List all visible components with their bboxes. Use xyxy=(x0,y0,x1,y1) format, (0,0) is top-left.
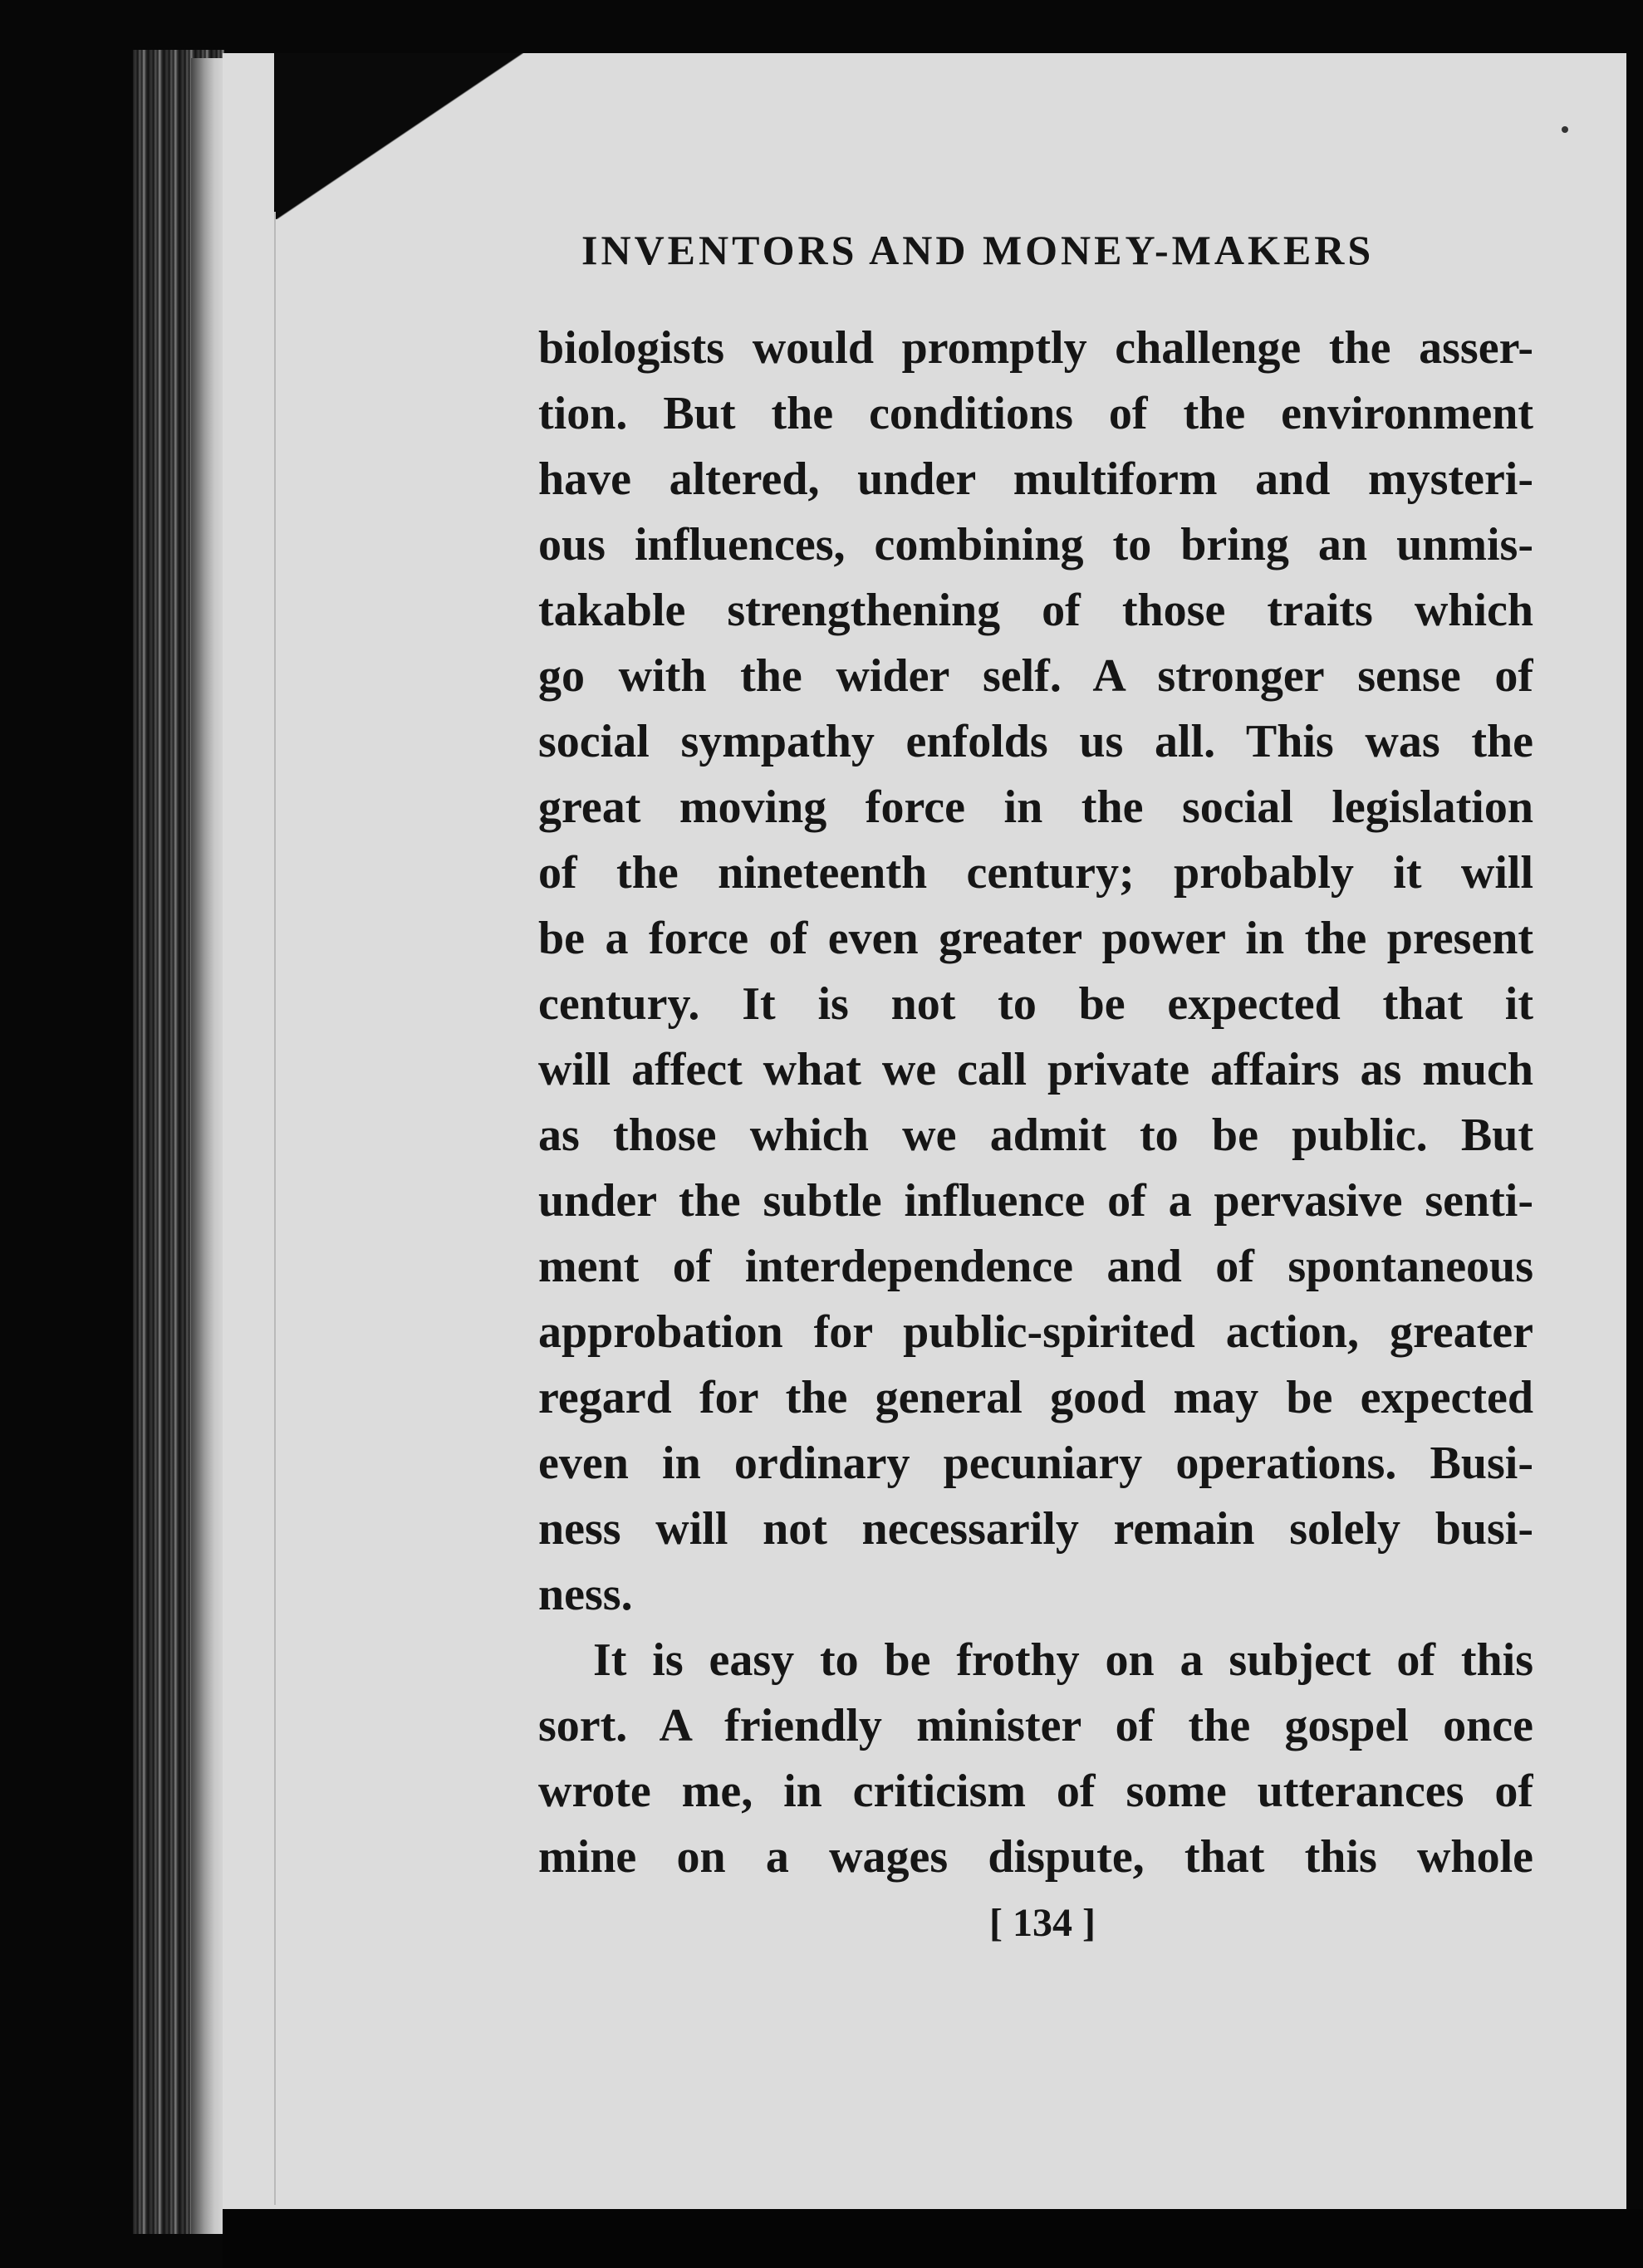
text-line: regard for the general good may be expected xyxy=(538,1372,1533,1423)
page-gutter-line xyxy=(274,212,276,2205)
text-line: ment of interdependence and of spontaneous xyxy=(538,1241,1533,1292)
running-head: INVENTORS AND MONEY-MAKERS xyxy=(581,227,1375,273)
text-line: great moving force in the social legislation xyxy=(538,781,1533,833)
folded-corner xyxy=(274,53,523,219)
text-line: biologists would promptly challenge the asser- xyxy=(538,322,1533,374)
text-line: as those which we admit to be public. But xyxy=(538,1110,1533,1161)
text-line: will affect what we call private affairs as much xyxy=(538,1044,1533,1095)
text-line: takable strengthening of those traits which xyxy=(538,585,1533,636)
bottom-shadow xyxy=(223,2209,1643,2268)
page-number: [ 134 ] xyxy=(989,1901,1096,1945)
speck xyxy=(1562,126,1568,133)
text-line: wrote me, in criticism of some utterances of xyxy=(538,1766,1533,1817)
text-line: approbation for public-spirited action, greater xyxy=(538,1306,1533,1358)
text-line: tion. But the conditions of the environment xyxy=(538,388,1533,439)
text-line: ness. xyxy=(538,1569,633,1620)
text-line: go with the wider self. A stronger sense of xyxy=(538,650,1533,702)
body-text xyxy=(538,316,1533,1890)
text-line: even in ordinary pecuniary operations. Busi- xyxy=(538,1438,1533,1489)
text-line: sort. A friendly minister of the gospel once xyxy=(538,1700,1533,1751)
text-line: of the nineteenth century; probably it will xyxy=(538,847,1533,899)
text-line: have altered, under multiform and mysteri- xyxy=(538,453,1533,505)
text-line: century. It is not to be expected that it xyxy=(538,978,1533,1030)
page-edge xyxy=(191,58,224,2234)
text-line: mine on a wages dispute, that this whole xyxy=(538,1831,1533,1883)
text-line: ous influences, combining to bring an unmis- xyxy=(538,519,1533,571)
text-line: under the subtle influence of a pervasive senti- xyxy=(538,1175,1533,1227)
text-line: It is easy to be frothy on a subject of this xyxy=(593,1634,1533,1686)
text-line: social sympathy enfolds us all. This was the xyxy=(538,716,1533,767)
text-line: ness will not necessarily remain solely busi- xyxy=(538,1503,1533,1555)
text-line: be a force of even greater power in the present xyxy=(538,913,1533,964)
